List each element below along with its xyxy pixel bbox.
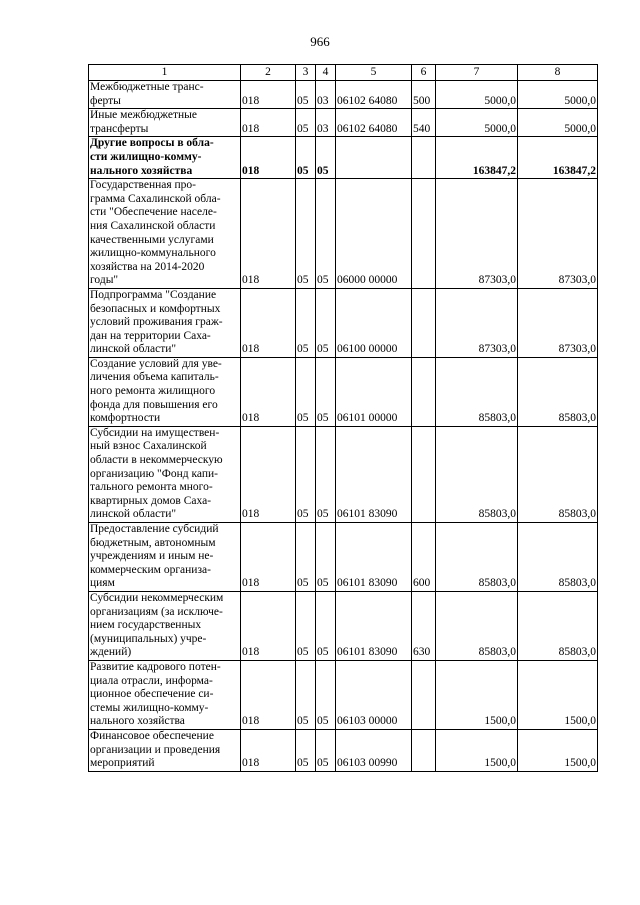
row-name-cell: Предоставление субсидий бюджетным, автономным учреждениям и иным не- коммерческим организа- циям <box>89 523 241 592</box>
row-name-cell: Иные межбюджетные трансферты <box>89 109 241 137</box>
amount-cell: 1500,0 <box>518 660 598 729</box>
code-cell: 018 <box>241 288 296 357</box>
code-cell: 018 <box>241 357 296 426</box>
column-header: 5 <box>336 65 412 81</box>
code-cell: 018 <box>241 591 296 660</box>
row-name-cell: Государственная про- грамма Сахалинской обла- сти "Обеспечение населе- ния Сахалинской области качественными услугами жилищно-коммунального хозяйства на 2014-2020 годы" <box>89 179 241 289</box>
section-cell: 05 <box>296 591 316 660</box>
section-cell: 05 <box>296 137 316 179</box>
target-article-cell: 06102 64080 <box>336 109 412 137</box>
amount-cell: 5000,0 <box>518 109 598 137</box>
amount-cell: 163847,2 <box>436 137 518 179</box>
table-body <box>89 81 598 772</box>
table-row <box>89 109 598 137</box>
amount-cell: 85803,0 <box>518 523 598 592</box>
code-cell: 018 <box>241 426 296 522</box>
section-cell: 05 <box>296 109 316 137</box>
expense-type-cell: 600 <box>412 523 436 592</box>
section-cell: 05 <box>296 357 316 426</box>
table-row <box>89 137 598 179</box>
target-article-cell: 06103 00000 <box>336 660 412 729</box>
column-header: 6 <box>412 65 436 81</box>
code-cell: 018 <box>241 523 296 592</box>
section-cell: 05 <box>296 288 316 357</box>
amount-cell: 85803,0 <box>436 523 518 592</box>
subsection-cell: 03 <box>316 81 336 109</box>
amount-cell: 85803,0 <box>436 357 518 426</box>
target-article-cell <box>336 137 412 179</box>
amount-cell: 5000,0 <box>436 109 518 137</box>
expense-type-cell: 630 <box>412 591 436 660</box>
subsection-cell: 05 <box>316 426 336 522</box>
code-cell: 018 <box>241 179 296 289</box>
column-header: 4 <box>316 65 336 81</box>
subsection-cell: 05 <box>316 288 336 357</box>
row-name-cell: Субсидии на имуществен- ный взнос Сахалинской области в некоммерческую организацию "Фонд капи- тального ремонта много- квартирных домов Саха- линской области" <box>89 426 241 522</box>
amount-cell: 1500,0 <box>436 729 518 771</box>
budget-table <box>88 64 598 772</box>
target-article-cell: 06103 00990 <box>336 729 412 771</box>
amount-cell: 5000,0 <box>518 81 598 109</box>
section-cell: 05 <box>296 660 316 729</box>
target-article-cell: 06102 64080 <box>336 81 412 109</box>
table-row <box>89 81 598 109</box>
row-name-cell: Развитие кадрового потен- циала отрасли, информа- ционное обеспечение си- стемы жилищно-комму- нального хозяйства <box>89 660 241 729</box>
amount-cell: 5000,0 <box>436 81 518 109</box>
row-name-cell: Другие вопросы в обла- сти жилищно-комму- нального хозяйства <box>89 137 241 179</box>
amount-cell: 85803,0 <box>436 591 518 660</box>
subsection-cell: 05 <box>316 523 336 592</box>
amount-cell: 85803,0 <box>518 426 598 522</box>
subsection-cell: 05 <box>316 137 336 179</box>
subsection-cell: 05 <box>316 591 336 660</box>
code-cell: 018 <box>241 729 296 771</box>
column-header: 8 <box>518 65 598 81</box>
row-name-cell: Межбюджетные транс- ферты <box>89 81 241 109</box>
amount-cell: 87303,0 <box>436 288 518 357</box>
code-cell: 018 <box>241 137 296 179</box>
expense-type-cell <box>412 137 436 179</box>
section-cell: 05 <box>296 729 316 771</box>
subsection-cell: 05 <box>316 179 336 289</box>
expense-type-cell <box>412 288 436 357</box>
row-name-cell: Подпрограмма "Создание безопасных и комфортных условий проживания граж- дан на территории Саха- линской области" <box>89 288 241 357</box>
table-row <box>89 523 598 592</box>
table-row <box>89 660 598 729</box>
amount-cell: 1500,0 <box>518 729 598 771</box>
expense-type-cell <box>412 426 436 522</box>
amount-cell: 163847,2 <box>518 137 598 179</box>
column-header: 7 <box>436 65 518 81</box>
section-cell: 05 <box>296 426 316 522</box>
expense-type-cell: 540 <box>412 109 436 137</box>
section-cell: 05 <box>296 81 316 109</box>
subsection-cell: 05 <box>316 357 336 426</box>
table-row <box>89 288 598 357</box>
target-article-cell: 06101 83090 <box>336 523 412 592</box>
code-cell: 018 <box>241 660 296 729</box>
table-row <box>89 591 598 660</box>
row-name-cell: Создание условий для уве- личения объема капиталь- ного ремонта жилищного фонда для повышения его комфортности <box>89 357 241 426</box>
amount-cell: 87303,0 <box>518 288 598 357</box>
target-article-cell: 06100 00000 <box>336 288 412 357</box>
subsection-cell: 05 <box>316 660 336 729</box>
expense-type-cell <box>412 729 436 771</box>
amount-cell: 85803,0 <box>518 591 598 660</box>
subsection-cell: 03 <box>316 109 336 137</box>
table-row <box>89 179 598 289</box>
target-article-cell: 06101 83090 <box>336 426 412 522</box>
expense-type-cell <box>412 357 436 426</box>
column-header: 3 <box>296 65 316 81</box>
column-header: 2 <box>241 65 296 81</box>
column-header: 1 <box>89 65 241 81</box>
target-article-cell: 06101 00000 <box>336 357 412 426</box>
expense-type-cell <box>412 660 436 729</box>
table-row <box>89 729 598 771</box>
subsection-cell: 05 <box>316 729 336 771</box>
row-name-cell: Финансовое обеспечение организации и проведения мероприятий <box>89 729 241 771</box>
table-row <box>89 357 598 426</box>
expense-type-cell <box>412 179 436 289</box>
code-cell: 018 <box>241 109 296 137</box>
amount-cell: 87303,0 <box>518 179 598 289</box>
amount-cell: 87303,0 <box>436 179 518 289</box>
expense-type-cell: 500 <box>412 81 436 109</box>
amount-cell: 1500,0 <box>436 660 518 729</box>
table-row <box>89 426 598 522</box>
page-number: 966 <box>310 34 330 49</box>
target-article-cell: 06101 83090 <box>336 591 412 660</box>
amount-cell: 85803,0 <box>518 357 598 426</box>
row-name-cell: Субсидии некоммерческим организациям (за исключе- нием государственных (муниципальных) учре- ждений) <box>89 591 241 660</box>
code-cell: 018 <box>241 81 296 109</box>
section-cell: 05 <box>296 523 316 592</box>
amount-cell: 85803,0 <box>436 426 518 522</box>
target-article-cell: 06000 00000 <box>336 179 412 289</box>
section-cell: 05 <box>296 179 316 289</box>
header-row <box>89 65 598 81</box>
